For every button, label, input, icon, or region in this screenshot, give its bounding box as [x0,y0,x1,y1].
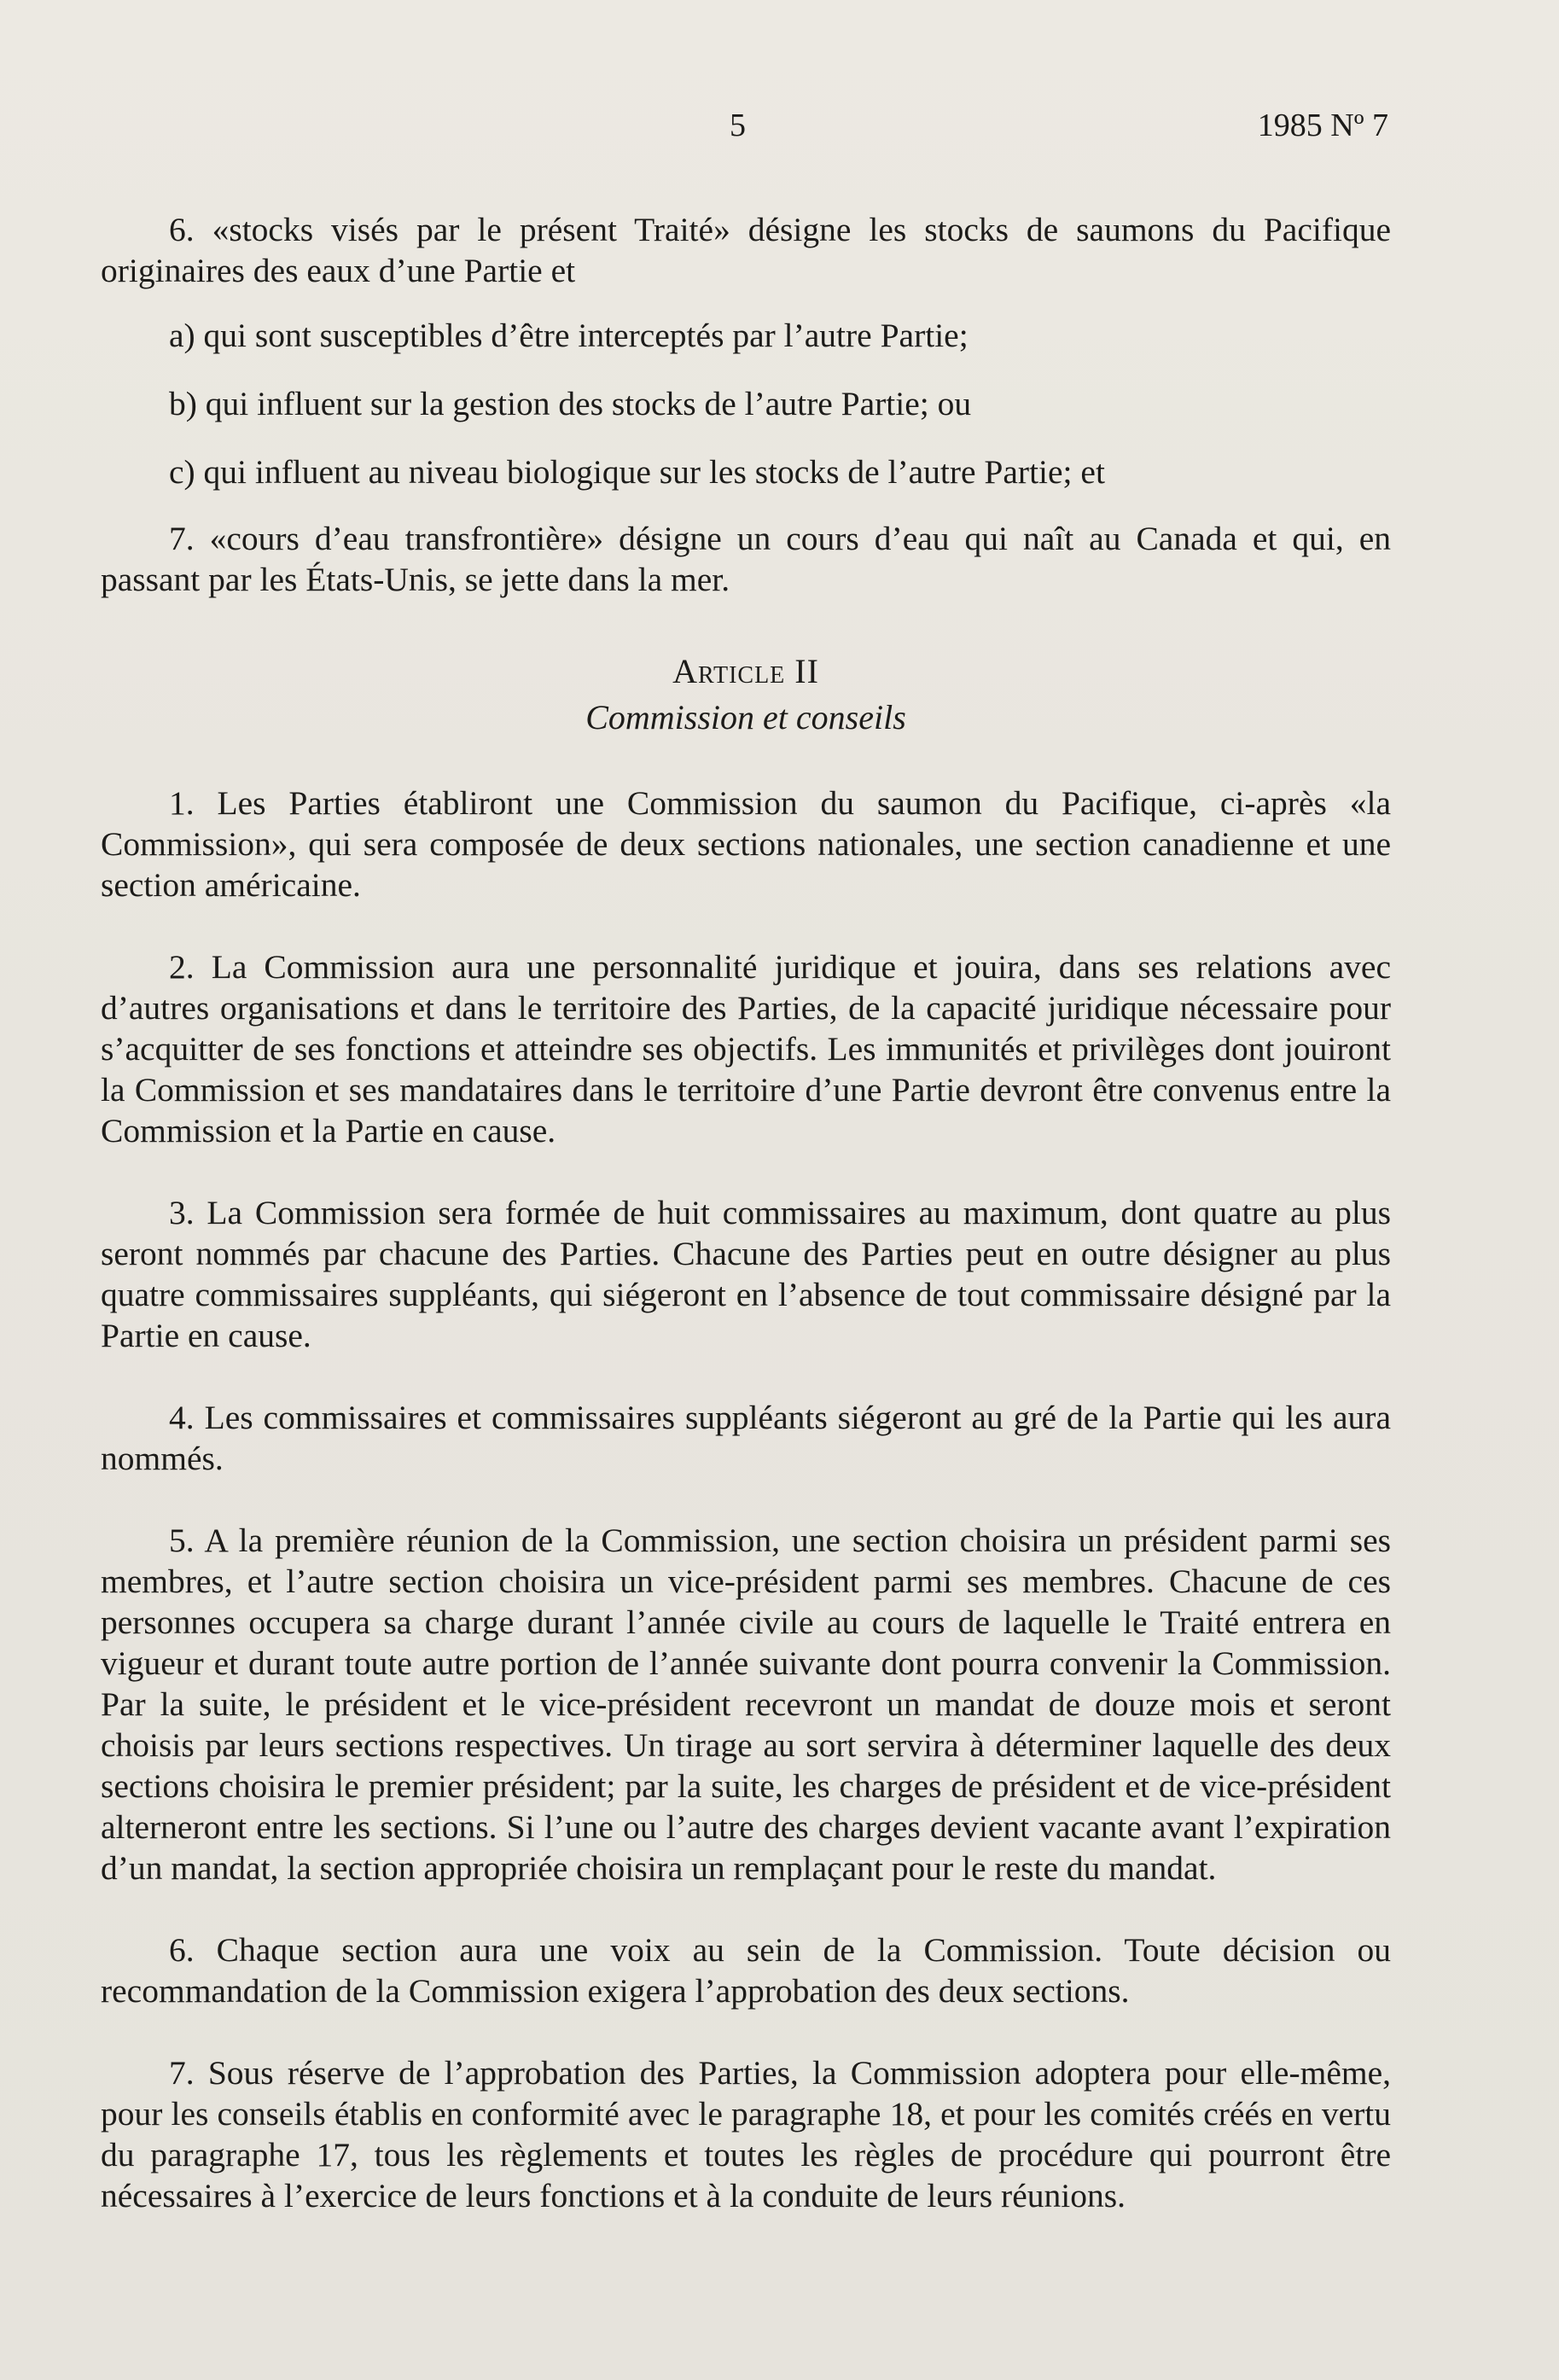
definition-item-7: 7. «cours d’eau transfrontière» désigne un cours d’eau qui naît au Canada et qui, en passant par les États-Unis, se jette dans la mer. [101,520,1391,598]
article-paragraph-6: 6. Chaque section aura une voix au sein de la Commission. Toute décision ou recommandation de la Commission exigera l’approbation des deux sections. [101,1931,1391,2010]
definition-subitem-b: b) qui influent sur la gestion des stocks de l’autre Partie; ou [169,385,972,422]
article-paragraph-3: 3. La Commission sera formée de huit commissaires au maximum, dont quatre au plus seront nommés par chacune des Parties. Chacune des Parties peut en outre désigner au plus quatre commissaires suppléants, qui siégeront en l’absence de tout commissaire désigné par la Partie en cause. [101,1194,1391,1354]
article-paragraph-5: 5. A la première réunion de la Commission, une section choisira un président parmi ses membres, et l’autre section choisira un vice-président parmi ses membres. Chacune de ces personnes occupera sa charge durant l’année civile au cours de laquelle le Traité entrera en vigueur et durant toute autre portion de l’année suivante dont pourra convenir la Commission. Par la suite, le président et le vice-président recevront un mandat de douze mois et seront choisis par leurs sections respectives. Un tirage au sort servira à déterminer laquelle des deux sections choisira le premier président; par la suite, les charges de président et de vice-président alterneront entre les sections. Si l’une ou l’autre des charges devient vacante avant l’expiration d’un mandat, la section appropriée choisira un remplaçant pour le reste du mandat. [101,1522,1391,1887]
definition-item-6: 6. «stocks visés par le présent Traité» désigne les stocks de saumons du Pacifique originaires des eaux d’une Partie et [101,211,1391,289]
document-reference: 1985 Nº 7 [1257,108,1388,143]
article-paragraph-7: 7. Sous réserve de l’approbation des Parties, la Commission adoptera pour elle-même, pour les conseils établis en conformité avec le paragraphe 18, et pour les comités créés en vertu du paragraphe 17, tous les règlements et toutes les règles de procédure qui pourront être nécessaires à l’exercice de leurs fonctions et à la conduite de leurs réunions. [101,2054,1391,2214]
article-paragraph-4: 4. Les commissaires et commissaires suppléants siégeront au gré de la Partie qui les aura nommés. [101,1399,1391,1477]
page-header [94,107,1388,158]
article-subtitle: Commission et conseils [585,698,906,736]
article-paragraph-1: 1. Les Parties établiront une Commission du saumon du Pacifique, ci-après «la Commission», qui sera composée de deux sections nationales, une section canadienne et une section américaine. [101,784,1391,904]
definition-sublist [101,315,1391,492]
body-text [101,209,1391,2216]
page-number: 5 [730,108,746,143]
definition-subitem-a: a) qui sont susceptibles d’être interceptés par l’autre Partie; [169,317,969,354]
article-heading: Article II [672,652,819,690]
definition-subitem-c: c) qui influent au niveau biologique sur les stocks de l’autre Partie; et [169,453,1105,491]
article-paragraph-2: 2. La Commission aura une personnalité juridique et jouira, dans ses relations avec d’autres organisations et dans le territoire des Parties, de la capacité juridique nécessaire pour s’acquitter de ses fonctions et atteindre ses objectifs. Les immunités et privilèges dont jouiront la Commission et ses mandataires dans le territoire d’une Partie devront être convenus entre la Commission et la Partie en cause. [101,948,1391,1149]
